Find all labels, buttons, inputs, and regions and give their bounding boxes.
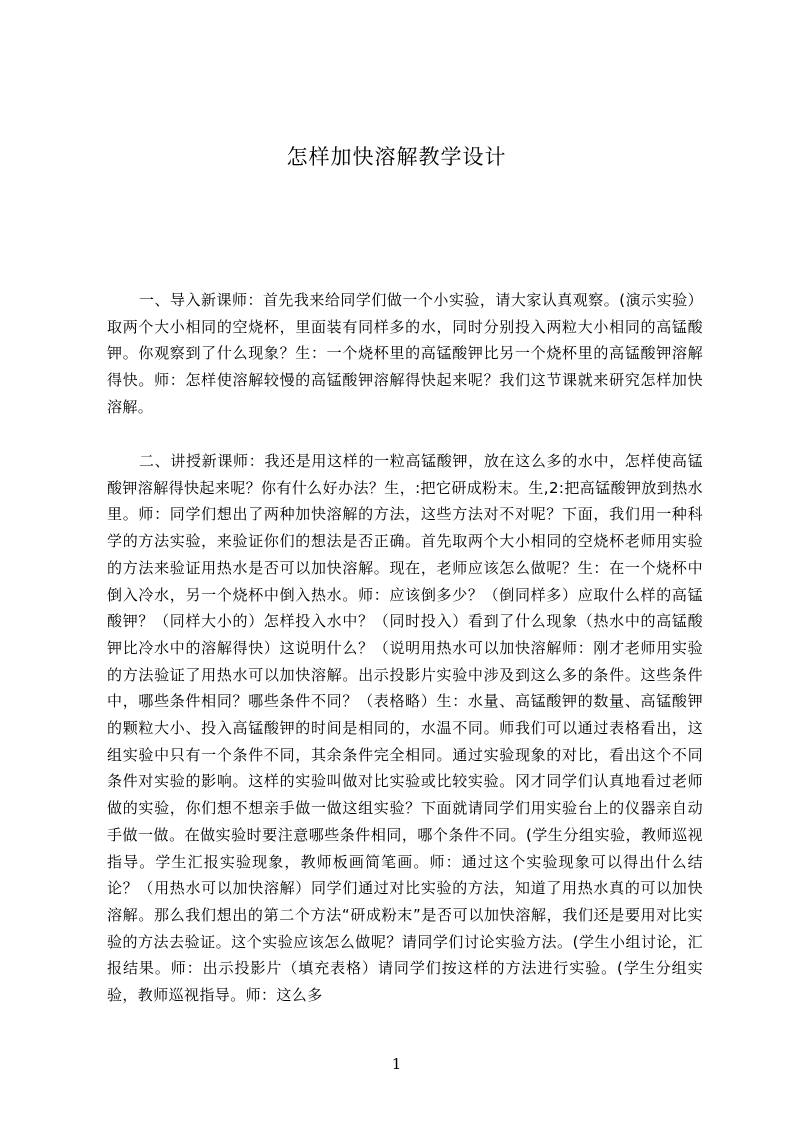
- paragraph-new-lesson: 二、讲授新课师：我还是用这样的一粒高锰酸钾，放在这么多的水中，怎样使高锰酸钾溶解得快起来呢？你有什么好办法？生，:把它研成粉末。生,2:把高锰酸钾放到热水里。师：同学们想出了两种加快溶解的方法，这些方法对不对呢？下面，我们用一种科学的方法实验，来验证你们的想法是否正确。首先取两个大小相同的空烧杯老师用实验的方法来验证用热水是否可以加快溶解。现在，老师应该怎么做呢？生：在一个烧杯中倒入冷水，另一个烧杯中倒入热水。师：应该倒多少？（倒同样多）应取什么样的高锰酸钾？（同样大小的）怎样投入水中？（同时投入）看到了什么现象（热水中的高锰酸钾比冷水中的溶解得快）这说明什么？（说明用热水可以加快溶解师：刚才老师用实验的方法验证了用热水可以加快溶解。出示投影片实验中涉及到这么多的条件。这些条件中，哪些条件相同？哪些条件不同？（表格略）生：水量、高锰酸钾的数量、高锰酸钾的颗粒大小、投入高锰酸钾的时间是相同的，水温不同。师我们可以通过表格看出，这组实验中只有一个条件不同，其余条件完全相同。通过实验现象的对比，看出这个不同条件对实验的影响。这样的实验叫做对比实验或比较实验。冈才同学们认真地看过老师做的实验，你们想不想亲手做一做这组实验？下面就请同学们用实验台上的仪器亲自动手做一做。在做实验时要注意哪些条件相同，哪个条件不同。(学生分组实验，教师巡视指导。学生汇报实验现象，教师板画简笔画。师：通过这个实验现象可以得出什么结论？（用热水可以加快溶解）同学们通过对比实验的方法，知道了用热水真的可以加快溶解。那么我们想出的第二个方法“研成粉末”是否可以加快溶解，我们还是要用对比实验的方法去验证。这个实验应该怎么做呢？请同学们讨论实验方法。(学生小组讨论，汇报结果。师：出示投影片（填充表格）请同学们按这样的方法进行实验。(学生分组实验，教师巡视指导。师：这么多: [107, 452, 703, 1005]
- paragraph-introduction: 一、导入新课师：首先我来给同学们做一个小实验，请大家认真观察。(演示实验）取两个大小相同的空烧杯，里面装有同样多的水，同时分别投入两粒大小相同的高锰酸钾。你观察到了什么现象？生：一个烧杯里的高锰酸钾比另一个烧杯里的高锰酸钾溶解得快。师：怎样使溶解较慢的高锰酸钾溶解得快起来呢？我们这节课就来研究怎样加快溶解。: [107, 291, 703, 416]
- page-number: 1: [391, 1055, 402, 1073]
- document-title: 怎样加快溶解教学设计: [286, 145, 507, 169]
